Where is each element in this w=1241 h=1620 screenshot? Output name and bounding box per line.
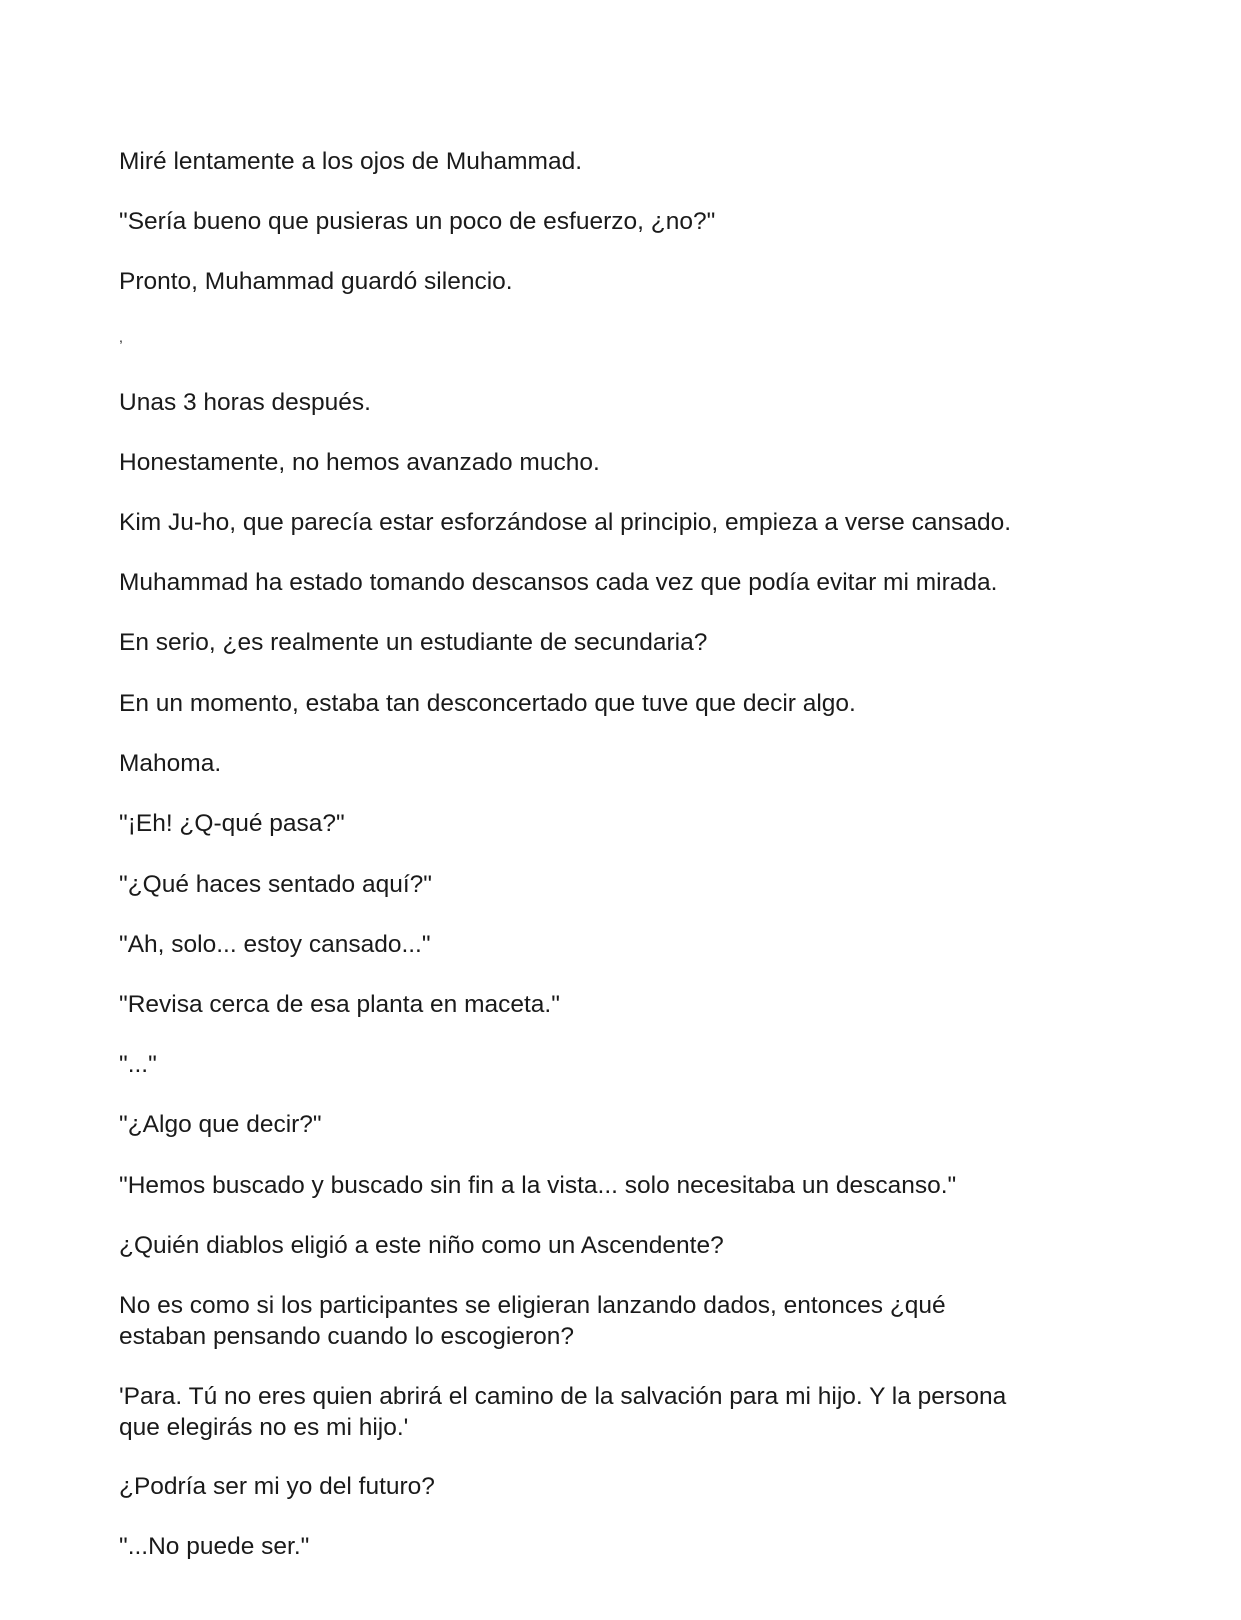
- paragraph: Miré lentamente a los ojos de Muhammad.: [119, 148, 582, 175]
- paragraph: "Hemos buscado y buscado sin fin a la vista... solo necesitaba un descanso.": [119, 1172, 957, 1199]
- paragraph: "¿Qué haces sentado aquí?": [119, 871, 432, 898]
- paragraph: ¿Podría ser mi yo del futuro?: [119, 1473, 435, 1500]
- paragraph: "...": [119, 1051, 157, 1078]
- paragraph: "Sería bueno que pusieras un poco de esfuerzo, ¿no?": [119, 208, 716, 235]
- paragraph: En serio, ¿es realmente un estudiante de secundaria?: [119, 629, 708, 656]
- paragraph: "Ah, solo... estoy cansado...": [119, 931, 431, 958]
- paragraph: 'Para. Tú no eres quien abrirá el camino de la salvación para mi hijo. Y la persona que elegirás no es mi hijo.': [119, 1383, 1007, 1441]
- paragraph: Mahoma.: [119, 750, 222, 777]
- paragraph: En un momento, estaba tan desconcertado que tuve que decir algo.: [119, 690, 856, 717]
- paragraph: ¿Quién diablos eligió a este niño como un Ascendente?: [119, 1232, 724, 1259]
- paragraph: ,: [119, 329, 123, 345]
- paragraph: "...No puede ser.": [119, 1533, 310, 1560]
- paragraph: Pronto, Muhammad guardó silencio.: [119, 268, 513, 295]
- paragraph: Unas 3 horas después.: [119, 389, 371, 416]
- paragraph: Muhammad ha estado tomando descansos cada vez que podía evitar mi mirada.: [119, 569, 998, 596]
- paragraph: Kim Ju-ho, que parecía estar esforzándose al principio, empieza a verse cansado.: [119, 509, 1012, 536]
- paragraph: "¡Eh! ¿Q-qué pasa?": [119, 810, 345, 837]
- paragraph: No es como si los participantes se eligieran lanzando dados, entonces ¿qué estaban pensando cuando lo escogieron?: [119, 1292, 946, 1350]
- paragraph: "Revisa cerca de esa planta en maceta.": [119, 991, 560, 1018]
- paragraph: "¿Algo que decir?": [119, 1111, 322, 1138]
- paragraph: Honestamente, no hemos avanzado mucho.: [119, 449, 600, 476]
